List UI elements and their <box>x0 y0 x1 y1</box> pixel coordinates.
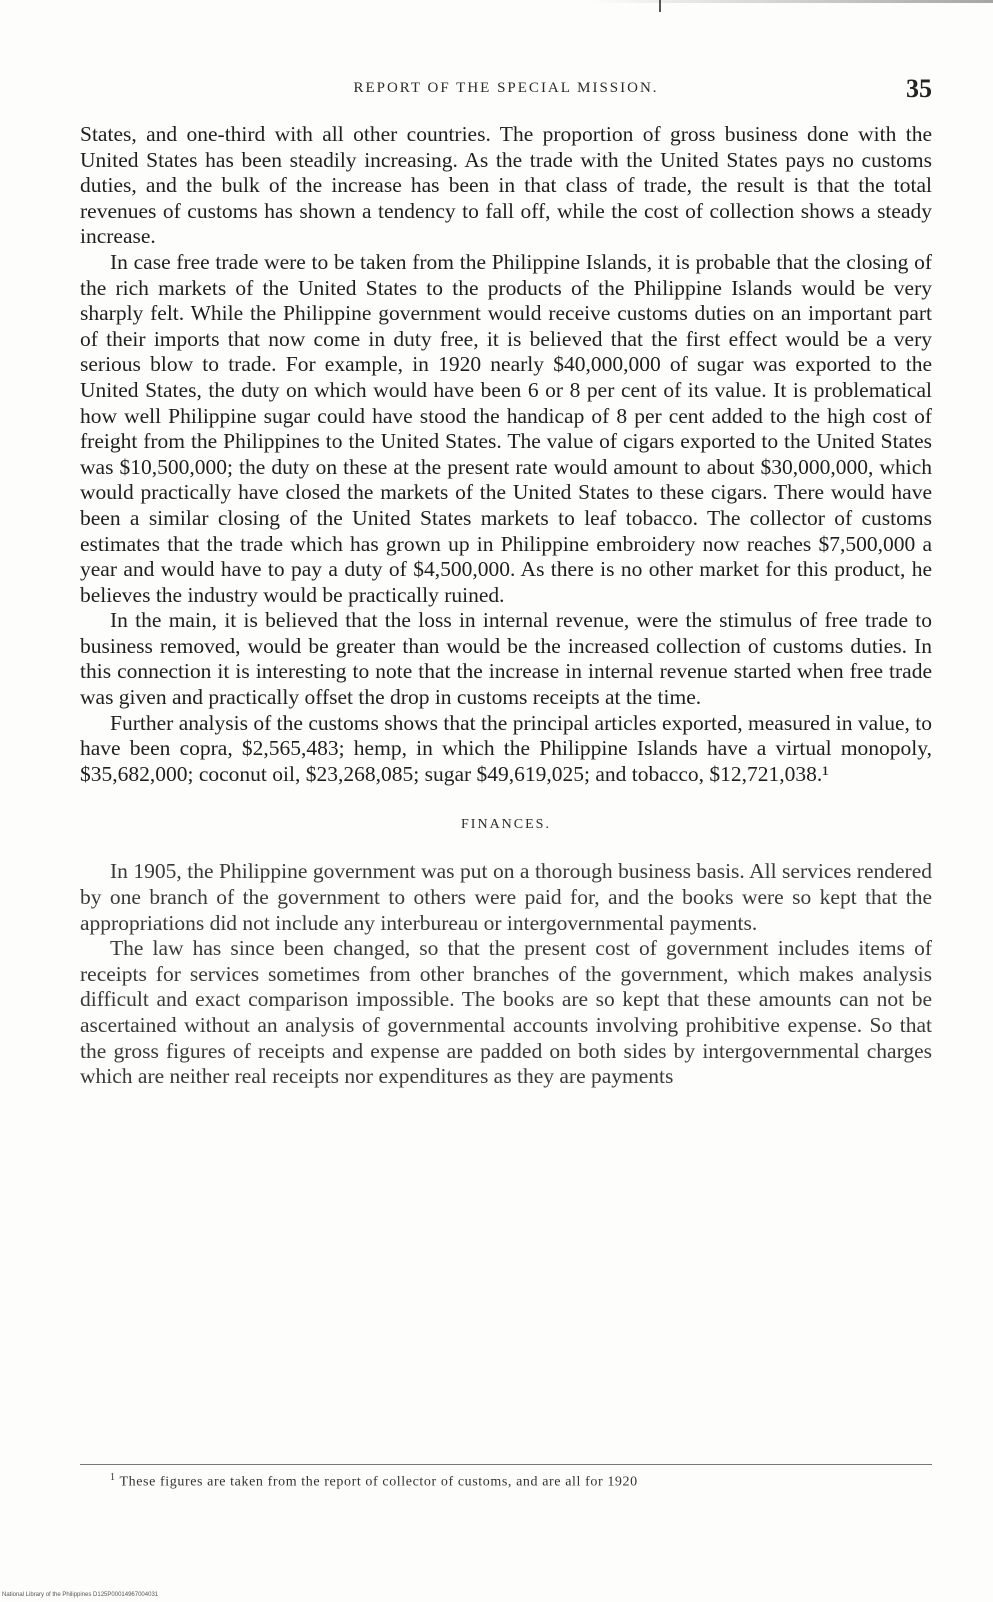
running-head <box>80 74 932 108</box>
footnote-divider <box>80 1464 932 1465</box>
section-heading-finances: FINANCES. <box>461 817 551 833</box>
paragraph-internal-revenue: In the main, it is believed that the loss in internal revenue, were the stimulus of free trade to business removed, would be greater than would be the increased collection of customs duties. In this connection it is interesting to note that the increase in internal revenue started when free trade was given and practically offset the drop in customs receipts at the time. <box>80 608 932 710</box>
page-number: 35 <box>906 74 932 103</box>
scan-tick-mark <box>659 0 661 12</box>
footnote <box>110 1472 932 1491</box>
running-title: REPORT OF THE SPECIAL MISSION. <box>353 80 659 96</box>
body-text <box>80 122 932 1090</box>
paragraph-free-trade: In case free trade were to be taken from the Philippine Islands, it is probable that the closing of the rich markets of the United States to the products of the Philippine Islands would be very sharply felt. While the Philippine government would receive customs duties on an important part of their imports that now come in duty free, it is believed that the first effect would be a very serious blow to trade. For example, in 1920 nearly $40,000,000 of sugar was exported to the United States, the duty on which would have been 6 or 8 per cent of its value. It is problematical how well Philippine sugar could have stood the handicap of 8 per cent added to the high cost of freight from the Philippines to the United States. The value of cigars exported to the United States was $10,500,000; the duty on these at the present rate would amount to about $30,000,000, which would practically have closed the markets of the United States to these cigars. There would have been a similar closing of the United States markets to leaf tobacco. The collector of customs estimates that the trade which has grown up in Philippine embroidery now reaches $7,500,000 a year and would have to pay a duty of $4,500,000. As there is no other market for this product, he believes the industry would be practically ruined. <box>80 249 932 607</box>
scan-edge-mark <box>590 0 993 3</box>
paragraph-finances-law: The law has since been changed, so that the present cost of government includes items of receipts for services sometimes from other branches of the government, which makes analysis difficult and exact comparison impossible. The books are so kept that these amounts can not be ascertained without an analysis of governmental accounts involving prohibitive expense. So that the gross figures of receipts and expense are padded on both sides by intergovernmental charges which are neither real receipts nor expenditures as they are payments <box>80 936 932 1089</box>
paragraph-continuation: States, and one-third with all other countries. The proportion of gross business done with the United States has been steadily increasing. As the trade with the United States pays no customs duties, and the bulk of the increase has been in that class of trade, the result is that the total revenues of customs has shown a tendency to fall off, while the cost of collection shows a steady increase. <box>80 122 932 249</box>
footer-credit: National Library of the Philippines D125P00014967004031 <box>2 1592 159 1598</box>
footnote-text: These figures are taken from the report of collector of customs, and are all for 1920 <box>119 1474 638 1490</box>
paragraph-exports: Further analysis of the customs shows that the principal articles exported, measured in value, to have been copra, $2,565,483; hemp, in which the Philippine Islands have a virtual monopoly, $35,682,000; coconut oil, $23,268,085; sugar $49,619,025; and tobacco, $12,721,038.¹ <box>80 710 932 786</box>
footnote-marker: 1 <box>110 1472 116 1483</box>
paragraph-finances-1905: In 1905, the Philippine government was put on a thorough business basis. All services rendered by one branch of the government to others were paid for, and the books were so kept that the appropriations did not include any interbureau or intergovernmental payments. <box>80 859 932 935</box>
